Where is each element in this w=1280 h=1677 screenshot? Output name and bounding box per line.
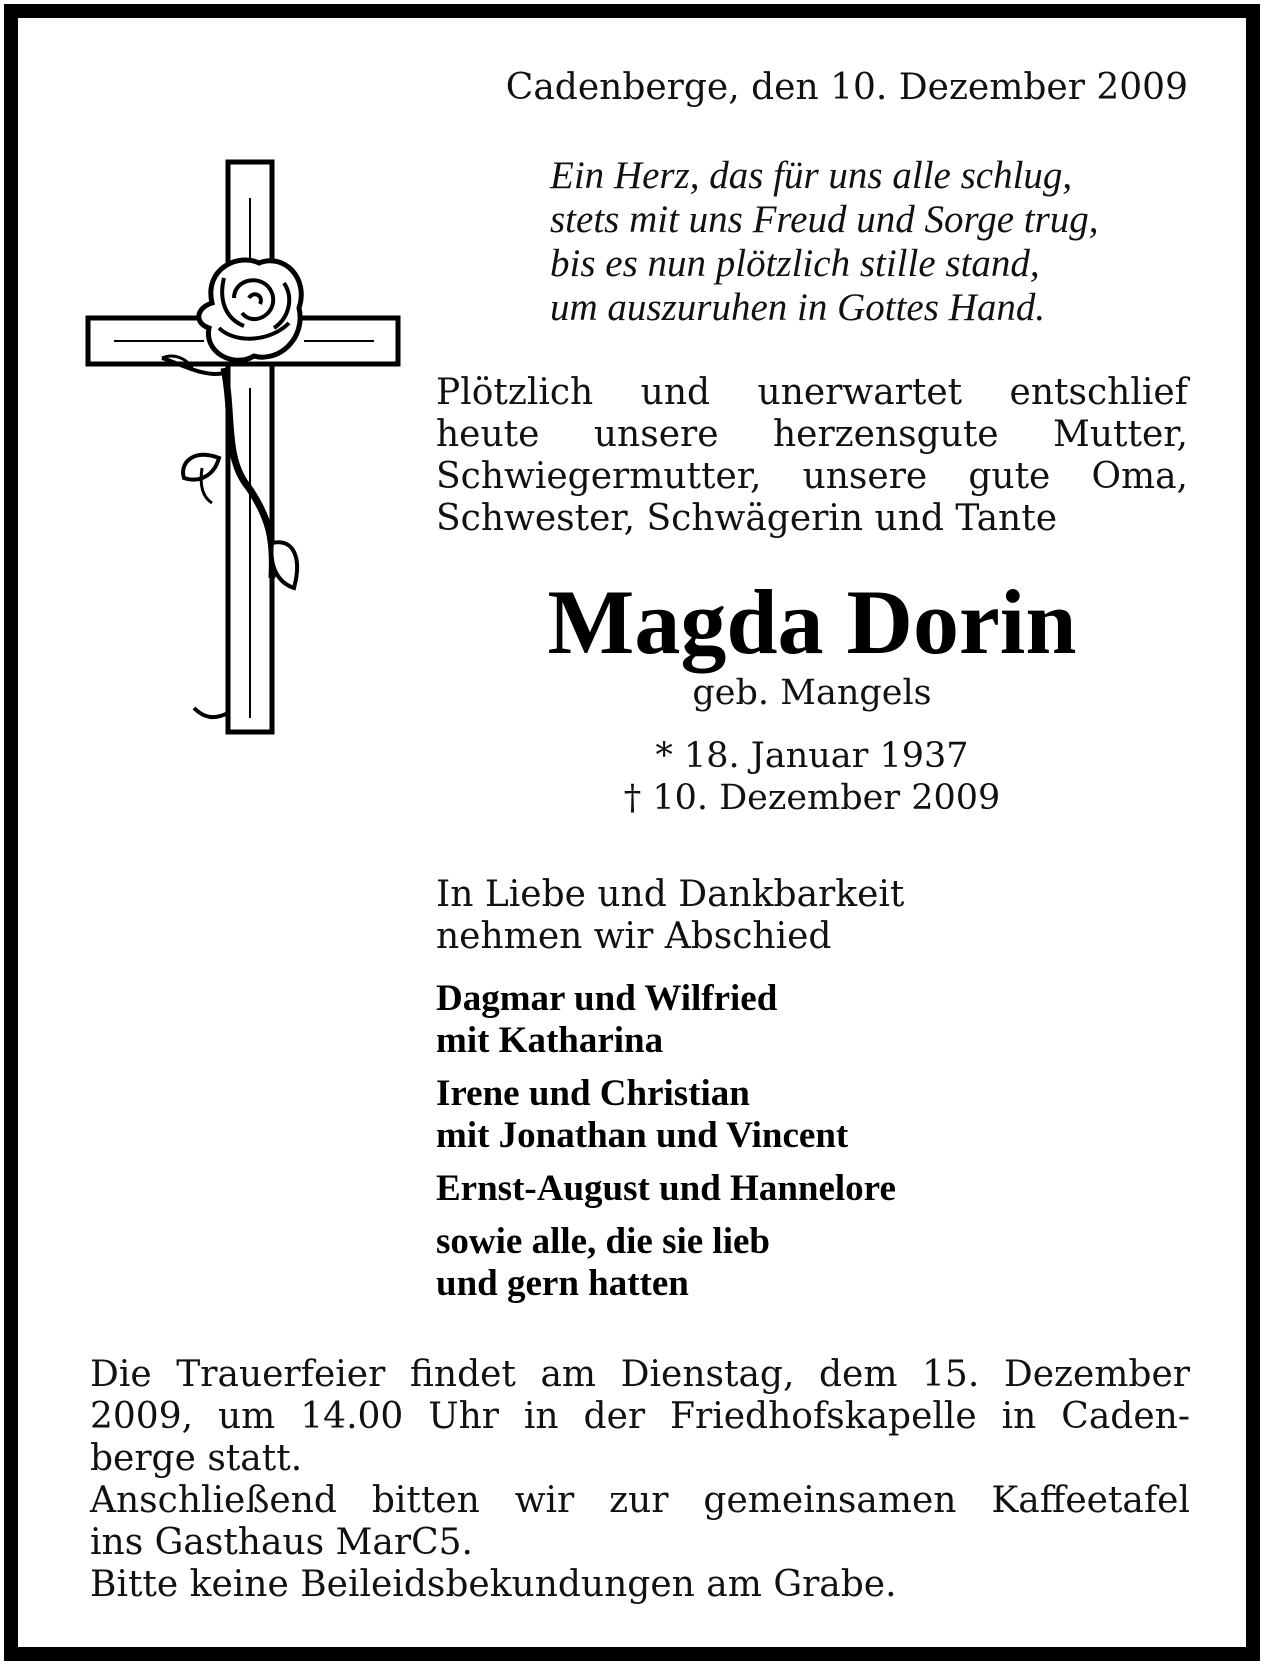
poem-line: stets mit uns Freud und Sorge trug, (550, 198, 1099, 241)
intro-line: Plötzlich und unerwartet entschlief (436, 372, 1188, 413)
family-line: mit Katharina (436, 1020, 664, 1061)
birth-date: * 18. Januar 1937 (655, 736, 969, 776)
intro-line: heute unsere herzensgute Mutter, (436, 414, 1188, 455)
poem-line: um auszuruhen in Gottes Hand. (550, 286, 1046, 329)
intro-line: Schwester, Schwägerin und Tante (436, 498, 1057, 539)
family-group (436, 1221, 896, 1305)
place-date: Cadenberge, den 10. Dezember 2009 (505, 67, 1188, 108)
poem-line: bis es nun plötzlich stille stand, (550, 242, 1040, 285)
poem-line: Ein Herz, das für uns alle schlug, (550, 154, 1073, 197)
family-group (436, 978, 896, 1062)
intro-line: Schwiegermutter, unsere gute Oma, (436, 456, 1188, 497)
footer-line: Bitte keine Beileidsbekundungen am Grabe. (90, 1564, 897, 1605)
funeral-info (90, 1354, 1190, 1606)
death-date: † 10. Dezember 2009 (623, 778, 1001, 818)
family-group (436, 1168, 896, 1210)
intro-text (436, 372, 1188, 540)
thanks-line: In Liebe und Dankbarkeit (436, 874, 905, 915)
family-line: mit Jonathan und Vincent (436, 1115, 849, 1156)
footer-line: Anschließend bitten wir zur gemeinsamen Kaffeetafel (90, 1480, 1190, 1521)
family-group (436, 1073, 896, 1157)
poem (550, 154, 1190, 330)
footer-line: berge statt. (90, 1438, 303, 1479)
family-signatures (436, 978, 896, 1316)
thanks-line: nehmen wir Abschied (436, 916, 832, 957)
maiden-name: geb. Mangels (692, 673, 932, 713)
cross-with-rose-icon (84, 158, 404, 740)
thanks-text (436, 874, 904, 958)
family-line: und gern hatten (436, 1263, 689, 1304)
footer-line: 2009, um 14.00 Uhr in der Friedhofskapelle in Caden- (90, 1396, 1190, 1437)
footer-line: Die Trauerfeier findet am Dienstag, dem 15. Dezember (90, 1354, 1190, 1395)
family-line: sowie alle, die sie lieb (436, 1221, 770, 1262)
family-line: Irene und Christian (436, 1073, 750, 1114)
footer-line: ins Gasthaus MarC5. (90, 1522, 473, 1563)
deceased-name: Magda Dorin (547, 571, 1077, 673)
family-line: Ernst-August und Hannelore (436, 1168, 896, 1209)
family-line: Dagmar und Wilfried (436, 978, 778, 1019)
